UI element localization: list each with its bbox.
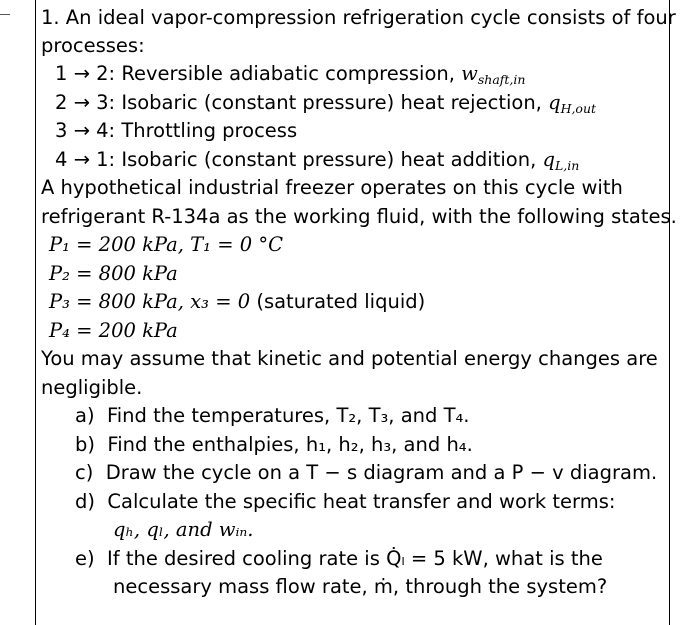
part-a: a) Find the temperatures, T₂, T₃, and T₄. (75, 404, 470, 427)
state-2: P₂ = 800 kPa (49, 262, 178, 285)
part-d-terms: qₕ, qₗ, and wᵢₙ. (113, 518, 254, 541)
freezer-line-2: refrigerant R-134a as the working fluid, with the following states. (41, 205, 677, 228)
process-1-2: 1 → 2: Reversible adiabatic compression, $w_{shaft,in}$ (55, 62, 526, 87)
intro-line-2: processes: (41, 34, 145, 57)
part-c: c) Draw the cycle on a T − s diagram and a P − v diagram. (75, 461, 658, 484)
assume-line-1: You may assume that kinetic and potential energy changes are (41, 347, 658, 370)
intro-line-1: 1. An ideal vapor-compression refrigeration cycle consists of four (41, 6, 676, 29)
state-3: P₃ = 800 kPa, x₃ = 0 (saturated liquid) (49, 290, 426, 313)
part-e-line-2: necessary mass flow rate, ṁ, through the system? (113, 575, 608, 598)
part-b: b) Find the enthalpies, h₁, h₂, h₃, and h₄. (75, 433, 473, 456)
process-2-3: 2 → 3: Isobaric (constant pressure) heat rejection, $q_{H,out}$ (55, 91, 597, 116)
assume-line-2: negligible. (41, 376, 143, 399)
freezer-line-1: A hypothetical industrial freezer operates on this cycle with (41, 176, 623, 199)
process-3-4: 3 → 4: Throttling process (55, 119, 298, 142)
part-d: d) Calculate the specific heat transfer and work terms: (75, 490, 616, 513)
left-border-line (35, 0, 36, 625)
state-1: P₁ = 200 kPa, T₁ = 0 °C (49, 233, 284, 256)
margin-tick (0, 14, 10, 15)
state-4: P₄ = 200 kPa (49, 319, 178, 342)
right-border-line (669, 0, 670, 625)
process-4-1: 4 → 1: Isobaric (constant pressure) heat addition, $q_{L,in}$ (55, 148, 580, 173)
part-e: e) If the desired cooling rate is Q̇ₗ = 5 kW, what is the (75, 547, 603, 570)
